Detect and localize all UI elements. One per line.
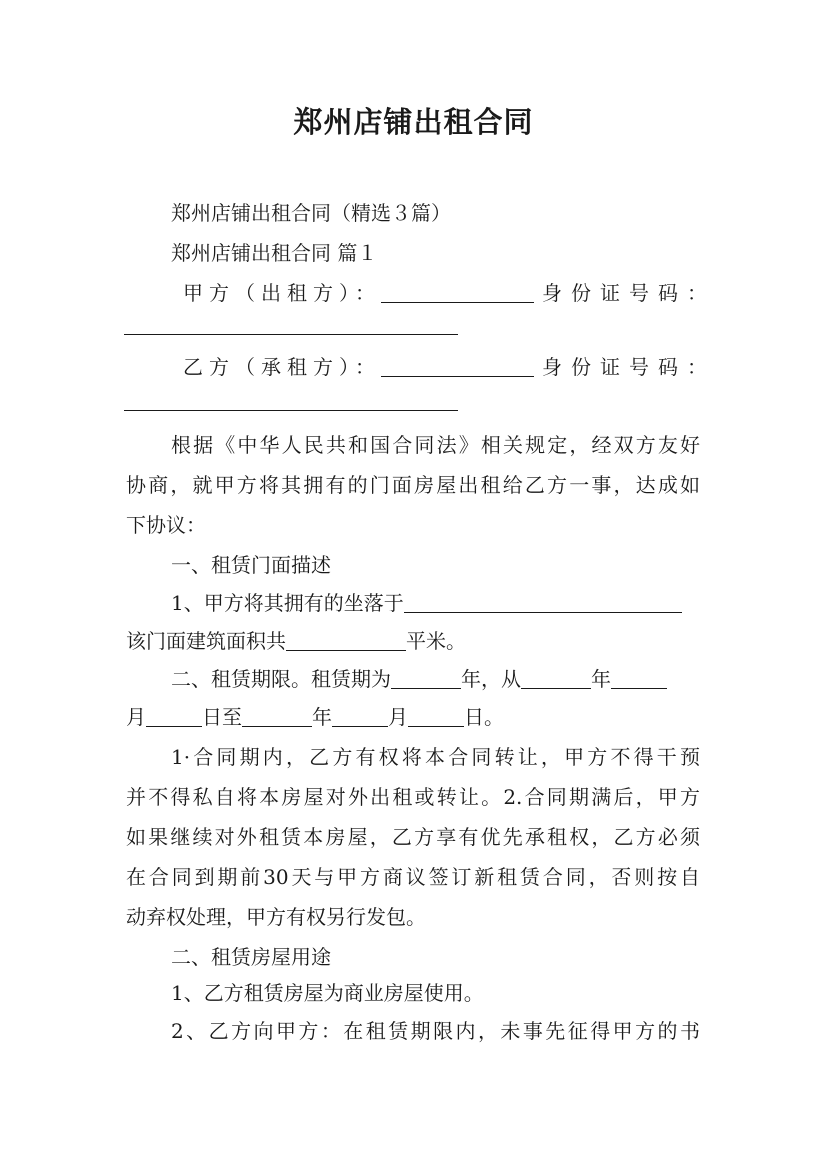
party-b-name-blank (381, 356, 534, 377)
intro-line-3: 下协议： (126, 513, 206, 537)
lease-term-line-2 (126, 704, 504, 730)
term-years-unit: 年 (461, 667, 481, 691)
end-month-blank (332, 706, 388, 727)
party-a-id-label: 身份证号码： (542, 281, 716, 305)
start-year-unit: 年 (591, 667, 611, 691)
section-1-item-1 (171, 590, 682, 616)
to-text: 日至 (202, 705, 242, 729)
party-b-line (183, 354, 716, 380)
section-1-heading: 一、租赁门面描述 (171, 553, 331, 577)
end-day-unit: 日。 (464, 705, 504, 729)
start-year-blank (521, 668, 591, 689)
end-month-unit: 月 (388, 705, 408, 729)
party-b-label: 乙方（承租方）： (183, 355, 381, 379)
part-heading: 郑州店铺出租合同 篇１ (171, 241, 378, 265)
clause-line-1: 1·合同期内，乙方有权将本合同转让，甲方不得干预 (171, 745, 700, 769)
party-a-name-blank (381, 282, 534, 303)
start-month-unit: 月 (126, 705, 146, 729)
start-month-blank (611, 668, 667, 689)
party-b-id-blank (124, 410, 458, 411)
lease-term-prefix: 二、租赁期限。租赁期为 (171, 667, 391, 691)
end-day-blank (408, 706, 464, 727)
intro-line-1: 根据《中华人民共和国合同法》相关规定，经双方友好 (171, 433, 700, 457)
s1-item1-line2-prefix: 该门面建筑面积共 (126, 629, 286, 653)
clause-line-3: 如果继续对外租赁本房屋，乙方享有优先承租权，乙方必须 (126, 825, 700, 849)
intro-line-2: 协商，就甲方将其拥有的门面房屋出租给乙方一事，达成如 (126, 473, 700, 497)
party-a-label: 甲方（出租方）： (183, 281, 381, 305)
location-blank (404, 592, 682, 613)
from-text: ，从 (481, 667, 521, 691)
end-year-blank (242, 706, 312, 727)
subtitle: 郑州店铺出租合同（精选３篇） (171, 201, 451, 225)
party-a-line (183, 280, 716, 306)
clause-line-2: 并不得私自将本房屋对外出租或转让。2.合同期满后，甲方 (126, 785, 700, 809)
clause-line-5: 动弃权处理，甲方有权另行发包。 (126, 905, 426, 929)
section-1-item-1-line-2 (126, 628, 466, 654)
section-3-heading: 二、租赁房屋用途 (171, 945, 331, 969)
document-title: 郑州店铺出租合同 (293, 105, 534, 139)
section-3-item-1: 1、乙方租赁房屋为商业房屋使用。 (171, 981, 484, 1005)
clause-line-4: 在合同到期前30天与甲方商议签订新租赁合同，否则按自 (126, 865, 700, 889)
lease-term-line-1 (171, 666, 667, 692)
section-3-item-2: 2、乙方向甲方：在租赁期限内，未事先征得甲方的书 (171, 1019, 700, 1043)
party-b-id-label: 身份证号码： (542, 355, 716, 379)
area-unit: 平米。 (406, 629, 466, 653)
start-day-blank (146, 706, 202, 727)
area-blank (286, 630, 406, 651)
party-a-id-blank (124, 334, 458, 335)
s1-item1-prefix: 1、甲方将其拥有的坐落于 (171, 591, 404, 615)
end-year-unit: 年 (312, 705, 332, 729)
term-years-blank (391, 668, 461, 689)
